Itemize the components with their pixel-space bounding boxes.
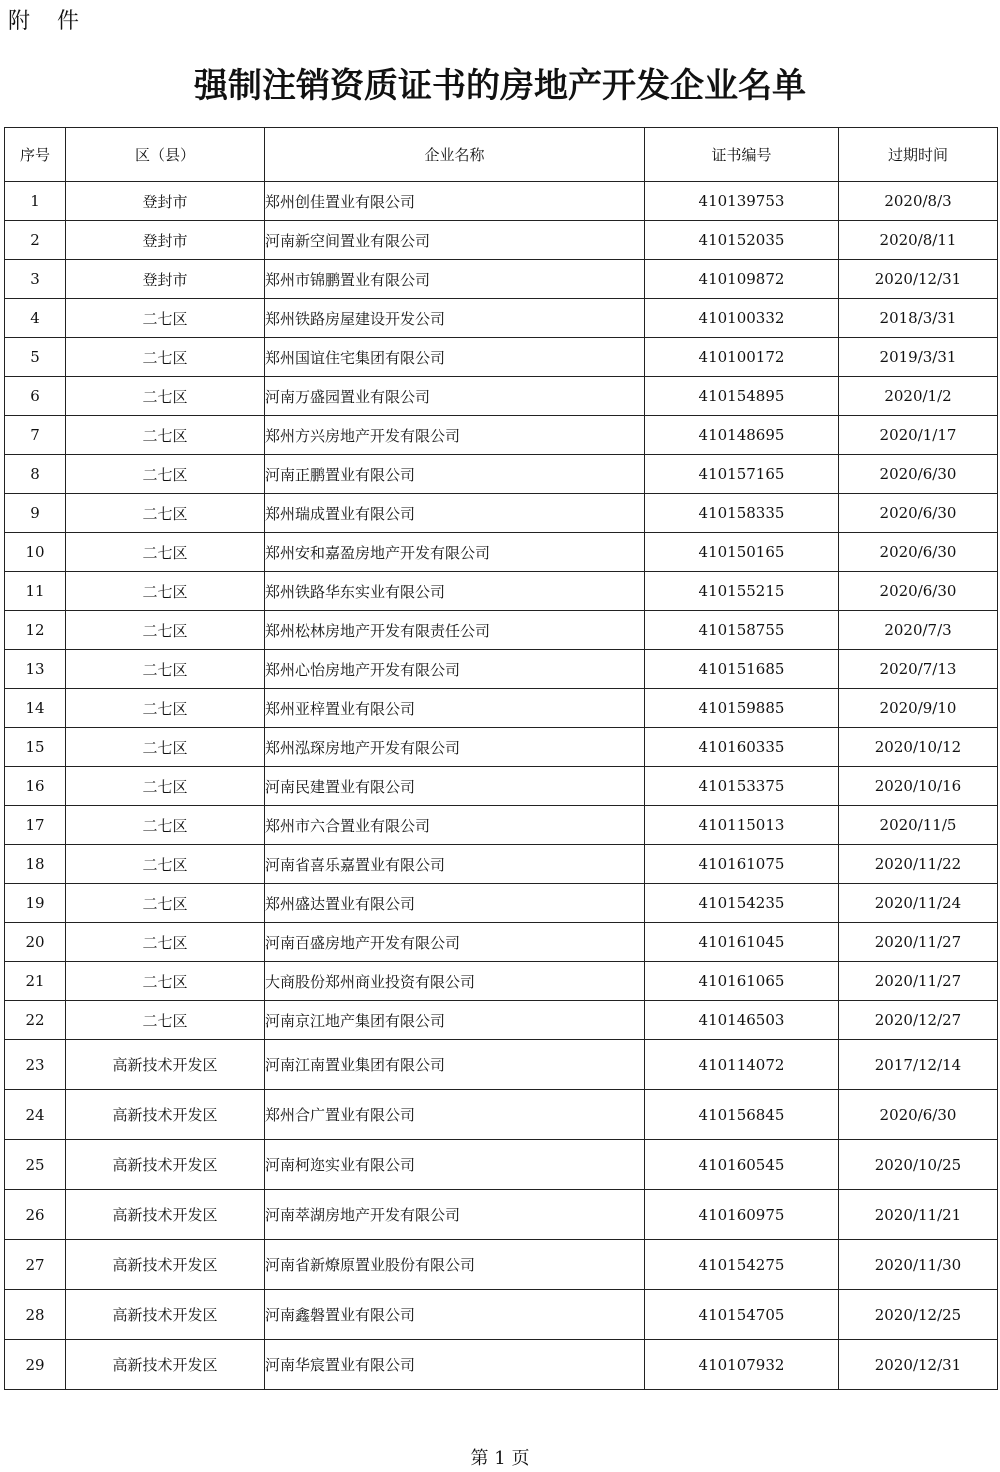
cell-district: 登封市: [66, 260, 265, 299]
cell-serial-number: 25: [5, 1140, 66, 1190]
cell-serial-number: 24: [5, 1090, 66, 1140]
table-row: [5, 884, 998, 923]
cell-expiry-date: 2020/1/17: [839, 416, 998, 455]
cell-expiry-date: 2017/12/14: [839, 1040, 998, 1090]
table-row: [5, 767, 998, 806]
cell-expiry-date: 2020/6/30: [839, 533, 998, 572]
table-row: [5, 338, 998, 377]
cell-district: 高新技术开发区: [66, 1240, 265, 1290]
cell-certificate-number: 410115013: [645, 806, 839, 845]
cell-serial-number: 2: [5, 221, 66, 260]
cell-expiry-date: 2020/11/27: [839, 923, 998, 962]
table-row: [5, 221, 998, 260]
table-row: [5, 1040, 998, 1090]
cell-certificate-number: 410161065: [645, 962, 839, 1001]
cell-expiry-date: 2020/10/25: [839, 1140, 998, 1190]
table-row: [5, 611, 998, 650]
cell-certificate-number: 410153375: [645, 767, 839, 806]
cell-company-name: 郑州亚梓置业有限公司: [265, 689, 645, 728]
cell-expiry-date: 2020/8/3: [839, 182, 998, 221]
cell-district: 二七区: [66, 806, 265, 845]
cell-district: 登封市: [66, 182, 265, 221]
cell-serial-number: 28: [5, 1290, 66, 1340]
cell-expiry-date: 2020/8/11: [839, 221, 998, 260]
cell-serial-number: 14: [5, 689, 66, 728]
table-row: [5, 182, 998, 221]
cell-serial-number: 10: [5, 533, 66, 572]
cell-expiry-date: 2020/11/30: [839, 1240, 998, 1290]
cell-company-name: 郑州铁路华东实业有限公司: [265, 572, 645, 611]
cell-serial-number: 29: [5, 1340, 66, 1390]
cell-expiry-date: 2020/12/25: [839, 1290, 998, 1340]
cell-district: 二七区: [66, 455, 265, 494]
cell-district: 二七区: [66, 494, 265, 533]
cell-serial-number: 19: [5, 884, 66, 923]
cell-serial-number: 17: [5, 806, 66, 845]
cell-expiry-date: 2020/12/31: [839, 1340, 998, 1390]
cell-expiry-date: 2020/6/30: [839, 455, 998, 494]
cell-company-name: 大商股份郑州商业投资有限公司: [265, 962, 645, 1001]
cell-company-name: 河南江南置业集团有限公司: [265, 1040, 645, 1090]
cell-certificate-number: 410109872: [645, 260, 839, 299]
table-row: [5, 1240, 998, 1290]
cell-district: 二七区: [66, 533, 265, 572]
page-number: 第 1 页: [470, 1448, 530, 1469]
table-body: [5, 182, 998, 1390]
cell-district: 高新技术开发区: [66, 1190, 265, 1240]
cell-certificate-number: 410100332: [645, 299, 839, 338]
cell-certificate-number: 410161075: [645, 845, 839, 884]
table-row: [5, 494, 998, 533]
cell-serial-number: 13: [5, 650, 66, 689]
cell-serial-number: 16: [5, 767, 66, 806]
cell-company-name: 河南百盛房地产开发有限公司: [265, 923, 645, 962]
cell-certificate-number: 410158755: [645, 611, 839, 650]
cell-expiry-date: 2020/11/24: [839, 884, 998, 923]
cell-district: 二七区: [66, 884, 265, 923]
cell-company-name: 郑州心怡房地产开发有限公司: [265, 650, 645, 689]
cell-certificate-number: 410139753: [645, 182, 839, 221]
cell-district: 二七区: [66, 650, 265, 689]
table-row: [5, 416, 998, 455]
cell-expiry-date: 2020/12/31: [839, 260, 998, 299]
cell-certificate-number: 410154235: [645, 884, 839, 923]
cell-district: 二七区: [66, 923, 265, 962]
cell-company-name: 河南正鹏置业有限公司: [265, 455, 645, 494]
table-row: [5, 728, 998, 767]
cell-company-name: 郑州瑞成置业有限公司: [265, 494, 645, 533]
cell-expiry-date: 2020/11/21: [839, 1190, 998, 1240]
cell-serial-number: 21: [5, 962, 66, 1001]
table-row: [5, 533, 998, 572]
cell-certificate-number: 410160335: [645, 728, 839, 767]
table-header-row: [5, 128, 998, 182]
cell-expiry-date: 2020/12/27: [839, 1001, 998, 1040]
table-row: [5, 845, 998, 884]
cell-serial-number: 7: [5, 416, 66, 455]
cell-district: 二七区: [66, 767, 265, 806]
cell-serial-number: 22: [5, 1001, 66, 1040]
cell-district: 二七区: [66, 845, 265, 884]
cell-certificate-number: 410160975: [645, 1190, 839, 1240]
cell-certificate-number: 410107932: [645, 1340, 839, 1390]
cell-district: 高新技术开发区: [66, 1340, 265, 1390]
table-row: [5, 455, 998, 494]
attachment-label: 附 件: [8, 9, 89, 34]
cell-certificate-number: 410156845: [645, 1090, 839, 1140]
cell-company-name: 河南新空间置业有限公司: [265, 221, 645, 260]
cell-serial-number: 5: [5, 338, 66, 377]
cell-expiry-date: 2020/7/3: [839, 611, 998, 650]
cell-company-name: 郑州安和嘉盈房地产开发有限公司: [265, 533, 645, 572]
cell-company-name: 河南省新燎原置业股份有限公司: [265, 1240, 645, 1290]
cell-certificate-number: 410151685: [645, 650, 839, 689]
cell-certificate-number: 410154705: [645, 1290, 839, 1340]
cell-company-name: 郑州盛达置业有限公司: [265, 884, 645, 923]
table-row: [5, 962, 998, 1001]
cell-company-name: 河南萃湖房地产开发有限公司: [265, 1190, 645, 1240]
cell-company-name: 河南万盛园置业有限公司: [265, 377, 645, 416]
cell-certificate-number: 410159885: [645, 689, 839, 728]
cell-serial-number: 12: [5, 611, 66, 650]
cell-certificate-number: 410150165: [645, 533, 839, 572]
cell-company-name: 郑州松林房地产开发有限责任公司: [265, 611, 645, 650]
cell-district: 二七区: [66, 1001, 265, 1040]
cell-company-name: 河南华宸置业有限公司: [265, 1340, 645, 1390]
cell-serial-number: 26: [5, 1190, 66, 1240]
table-row: [5, 689, 998, 728]
cell-district: 二七区: [66, 611, 265, 650]
cell-expiry-date: 2020/11/5: [839, 806, 998, 845]
cell-expiry-date: 2020/7/13: [839, 650, 998, 689]
cell-serial-number: 8: [5, 455, 66, 494]
cell-district: 高新技术开发区: [66, 1040, 265, 1090]
company-table: [4, 127, 998, 1390]
cell-certificate-number: 410100172: [645, 338, 839, 377]
table-row: [5, 650, 998, 689]
cell-expiry-date: 2020/9/10: [839, 689, 998, 728]
table-row: [5, 923, 998, 962]
cell-serial-number: 1: [5, 182, 66, 221]
table-row: [5, 377, 998, 416]
cell-serial-number: 27: [5, 1240, 66, 1290]
cell-serial-number: 23: [5, 1040, 66, 1090]
cell-company-name: 郑州铁路房屋建设开发公司: [265, 299, 645, 338]
cell-district: 二七区: [66, 338, 265, 377]
cell-company-name: 河南民建置业有限公司: [265, 767, 645, 806]
table-row: [5, 572, 998, 611]
cell-district: 登封市: [66, 221, 265, 260]
table-row: [5, 1090, 998, 1140]
cell-serial-number: 11: [5, 572, 66, 611]
cell-company-name: 河南鑫磐置业有限公司: [265, 1290, 645, 1340]
cell-district: 高新技术开发区: [66, 1140, 265, 1190]
cell-serial-number: 20: [5, 923, 66, 962]
cell-expiry-date: 2020/11/22: [839, 845, 998, 884]
cell-serial-number: 18: [5, 845, 66, 884]
cell-serial-number: 3: [5, 260, 66, 299]
cell-serial-number: 6: [5, 377, 66, 416]
cell-company-name: 郑州方兴房地产开发有限公司: [265, 416, 645, 455]
cell-expiry-date: 2020/6/30: [839, 494, 998, 533]
table-row: [5, 1001, 998, 1040]
cell-certificate-number: 410146503: [645, 1001, 839, 1040]
cell-company-name: 河南省喜乐嘉置业有限公司: [265, 845, 645, 884]
cell-company-name: 河南柯迩实业有限公司: [265, 1140, 645, 1190]
cell-expiry-date: 2020/11/27: [839, 962, 998, 1001]
table-row: [5, 1140, 998, 1190]
cell-certificate-number: 410157165: [645, 455, 839, 494]
cell-expiry-date: 2018/3/31: [839, 299, 998, 338]
header-certificate-number: 证书编号: [645, 128, 839, 182]
cell-certificate-number: 410148695: [645, 416, 839, 455]
table-row: [5, 806, 998, 845]
cell-district: 二七区: [66, 689, 265, 728]
cell-district: 二七区: [66, 416, 265, 455]
cell-certificate-number: 410114072: [645, 1040, 839, 1090]
cell-district: 二七区: [66, 572, 265, 611]
cell-company-name: 郑州市锦鹏置业有限公司: [265, 260, 645, 299]
document-title: 强制注销资质证书的房地产开发企业名单: [194, 66, 806, 106]
header-company-name: 企业名称: [265, 128, 645, 182]
cell-expiry-date: 2020/1/2: [839, 377, 998, 416]
cell-expiry-date: 2019/3/31: [839, 338, 998, 377]
cell-district: 二七区: [66, 962, 265, 1001]
cell-district: 高新技术开发区: [66, 1090, 265, 1140]
cell-certificate-number: 410154895: [645, 377, 839, 416]
cell-certificate-number: 410158335: [645, 494, 839, 533]
cell-company-name: 郑州市六合置业有限公司: [265, 806, 645, 845]
cell-certificate-number: 410161045: [645, 923, 839, 962]
header-expiry-date: 过期时间: [839, 128, 998, 182]
cell-company-name: 郑州合广置业有限公司: [265, 1090, 645, 1140]
cell-serial-number: 4: [5, 299, 66, 338]
table-row: [5, 1290, 998, 1340]
cell-certificate-number: 410152035: [645, 221, 839, 260]
cell-district: 二七区: [66, 299, 265, 338]
table-row: [5, 260, 998, 299]
cell-expiry-date: 2020/6/30: [839, 572, 998, 611]
table-row: [5, 1340, 998, 1390]
cell-company-name: 郑州创佳置业有限公司: [265, 182, 645, 221]
cell-company-name: 河南京江地产集团有限公司: [265, 1001, 645, 1040]
cell-district: 二七区: [66, 377, 265, 416]
cell-district: 二七区: [66, 728, 265, 767]
cell-district: 高新技术开发区: [66, 1290, 265, 1340]
cell-company-name: 郑州泓琛房地产开发有限公司: [265, 728, 645, 767]
cell-expiry-date: 2020/10/16: [839, 767, 998, 806]
cell-serial-number: 9: [5, 494, 66, 533]
cell-certificate-number: 410155215: [645, 572, 839, 611]
header-district: 区（县）: [66, 128, 265, 182]
cell-expiry-date: 2020/6/30: [839, 1090, 998, 1140]
table-row: [5, 299, 998, 338]
table-row: [5, 1190, 998, 1240]
cell-serial-number: 15: [5, 728, 66, 767]
header-serial-number: 序号: [5, 128, 66, 182]
cell-certificate-number: 410154275: [645, 1240, 839, 1290]
cell-certificate-number: 410160545: [645, 1140, 839, 1190]
cell-expiry-date: 2020/10/12: [839, 728, 998, 767]
cell-company-name: 郑州国谊住宅集团有限公司: [265, 338, 645, 377]
